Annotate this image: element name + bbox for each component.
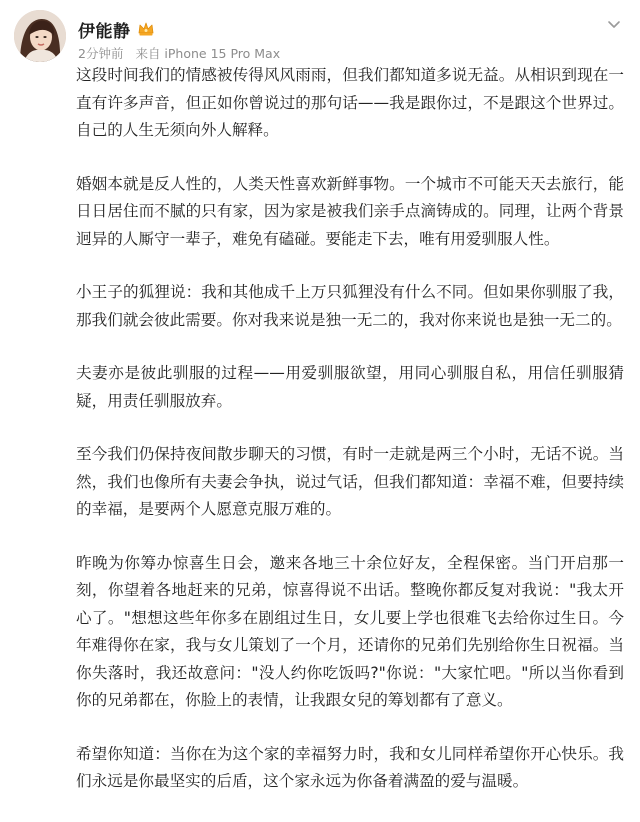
post-header	[14, 10, 626, 64]
post-time: 2分钟前	[78, 46, 124, 61]
name-row	[78, 17, 155, 41]
post-meta	[78, 44, 280, 62]
post-paragraph: 婚姻本就是反人性的，人类天性喜欢新鲜事物。一个城市不可能天天去旅行，能日日居住而不腻的只有家，因为家是被我们亲手点滴铸成的。同理，让两个背景迥异的人厮守一辈子，难免有磕碰。要能走下去，唯有用爱驯服人性。	[76, 174, 624, 248]
post-source: 来自 iPhone 15 Pro Max	[135, 46, 281, 61]
avatar-portrait	[14, 10, 66, 62]
username[interactable]: 伊能静	[78, 21, 131, 42]
avatar[interactable]	[14, 10, 66, 62]
post-paragraph: 希望你知道：当你在为这个家的幸福努力时，我和女儿同样希望你开心快乐。我们永远是你最坚实的后盾，这个家永远为你备着满盈的爱与温暖。	[76, 744, 624, 790]
crown-badge-icon[interactable]	[137, 20, 155, 38]
post-paragraph: 昨晚为你筹办惊喜生日会，邀来各地三十余位好友，全程保密。当门开启那一刻，你望着各地赶来的兄弟，惊喜得说不出话。整晚你都反复对我说："我太开心了。"想想这些年你多在剧组过生日，女儿要上学也很难飞去给你过生日。今年难得你在家，我与女儿策划了一个月，还请你的兄弟们先别给你生日祝福。当你失落时，我还故意问："没人约你吃饭吗?"你说："大家忙吧。"所以当你看到你的兄弟都在，你脸上的表情，让我跟女兒的筹划都有了意义。	[76, 553, 624, 709]
chevron-down-icon	[606, 16, 622, 32]
post-content	[76, 62, 624, 822]
post-paragraph: 至今我们仍保持夜间散步聊天的习惯，有时一走就是两三个小时，无话不说。当然，我们也像所有夫妻会争执，说过气话，但我们都知道：幸福不难，但要持续的幸福，是要两个人愿意克服万难的。	[76, 445, 624, 518]
post-paragraph: 小王子的狐狸说：我和其他成千上万只狐狸没有什么不同。但如果你驯服了我，那我们就会彼此需要。你对我来说是独一无二的，我对你来说也是独一无二的。	[76, 283, 624, 329]
post-paragraph: 这段时间我们的情感被传得风风雨雨，但我们都知道多说无益。从相识到现在一直有许多声音，但正如你曾说过的那句话——我是跟你过，不是跟这个世界过。自己的人生无须向外人解释。	[76, 66, 624, 139]
post-paragraph: 夫妻亦是彼此驯服的过程——用爱驯服欲望，用同心驯服自私，用信任驯服猜疑，用责任驯服放弃。	[76, 364, 624, 410]
more-options-button[interactable]	[602, 12, 626, 36]
